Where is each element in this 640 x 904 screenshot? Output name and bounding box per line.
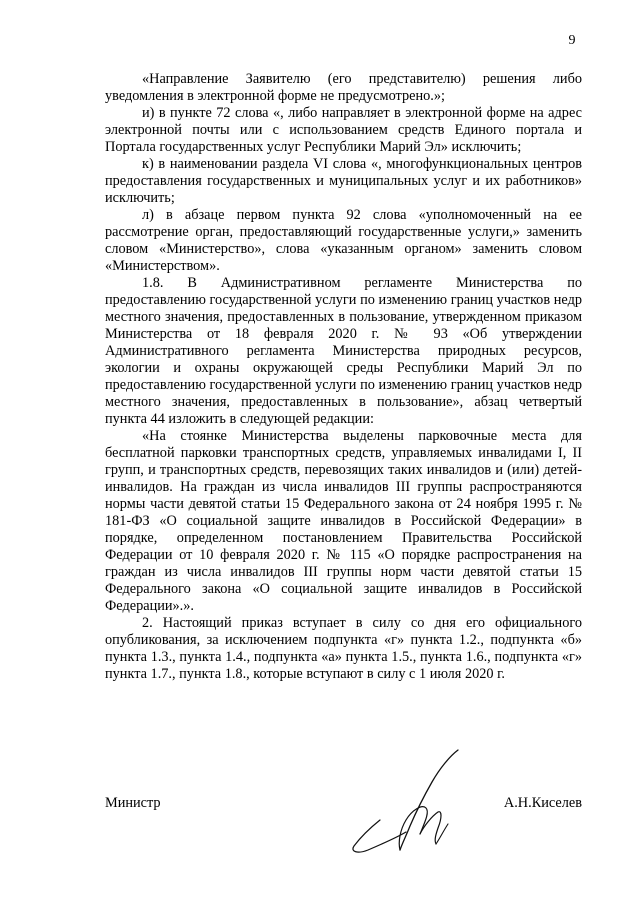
page-number: 9 [568, 33, 576, 48]
paragraph-item-l: л) в абзаце первом пункта 92 слова «уполномоченный на ее рассмотрение орган, предоставляющий государственные услуги,» заменить словом «Министерство», слова «указанным органом» заменить словом «Министерством». [105, 207, 582, 274]
paragraph-section-1-8: 1.8. В Административном регламенте Министерства по предоставлению государственной услуги по изменению границ участков недр местного значения, предоставленных в пользование, утвержденном приказом Министерства от 18 февраля 2020 г. № 93 «Об утверждении Административного регламента Министерства природных ресурсов, экологии и охраны окружающей среды Республики Марий Эл по предоставлению государственной услуги по изменению границ участков недр местного значения, предоставленных в пользование», абзац четвертый пункта 44 изложить в следующей редакции: [105, 275, 582, 427]
paragraph-item-i: и) в пункте 72 слова «, либо направляет в электронной форме на адрес электронной почты или с использованием средств Единого портала и Портала государственных услуг Республики Марий Эл» исключить; [105, 105, 582, 155]
paragraph-effective-date: 2. Настоящий приказ вступает в силу со дня его официального опубликования, за исключением подпункта «г» пункта 1.2., подпункта «б» пункта 1.3., пункта 1.4., подпункта «а» пункта 1.5., пункта 1.6., подпункта «г» пункта 1.7., пункта 1.8., которые вступают в силу с 1 июля 2020 г. [105, 615, 582, 682]
document-body [105, 71, 582, 683]
paragraph-parking-quote: «На стоянке Министерства выделены парковочные места для бесплатной парковки транспортных средств, управляемых инвалидами I, II групп, и транспортных средств, перевозящих таких инвалидов и (или) детей-инвалидов. На граждан из числа инвалидов III группы распространяются нормы части девятой статьи 15 Федерального закона от 24 ноября 1995 г. № 181-ФЗ «О социальной защите инвалидов в Российской Федерации» в порядке, определенном постановлением Правительства Российской Федерации от 10 февраля 2020 г. № 115 «О порядке распространения на граждан из числа инвалидов III группы норм части девятой статьи 15 Федерального закона «О социальной защите инвалидов в Российской Федерации».». [105, 428, 582, 614]
signatory-title: Министр [105, 795, 161, 811]
signature-block [105, 795, 582, 815]
signatory-name: А.Н.Киселев [503, 795, 582, 811]
paragraph-item-k: к) в наименовании раздела VI слова «, многофункциональных центров предоставления государственных и муниципальных услуг и их работников» исключить; [105, 156, 582, 206]
paragraph-notification: «Направление Заявителю (его представителю) решения либо уведомления в электронной форме не предусмотрено.»; [105, 71, 582, 104]
